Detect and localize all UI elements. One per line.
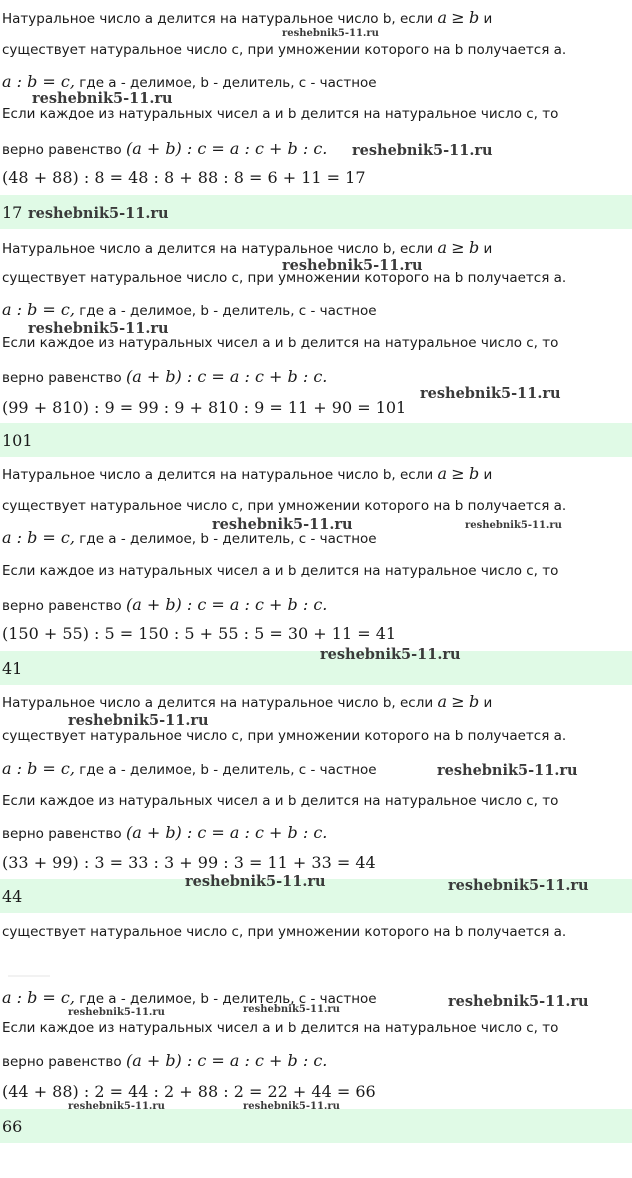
definition-formula: a : b = c, — [2, 300, 75, 319]
rule-var-b: b — [468, 692, 480, 711]
rule-var-a: a — [437, 692, 447, 711]
watermark: reshebnik5-11.ru — [282, 257, 423, 274]
definition-text: где а - делимое, b - делитель, c - частное — [79, 531, 377, 547]
rule-line-2: существует натуральное число c, при умножении которого на b получается а. — [2, 924, 567, 940]
sum-rule-formula: (a + b) : c = a : c + b : c. — [125, 595, 328, 614]
answer-box — [0, 423, 632, 457]
faded-divider — [8, 975, 50, 977]
sum-rule-prefix: верно равенство — [2, 370, 122, 386]
watermark: reshebnik5-11.ru — [243, 1004, 340, 1015]
definition-formula: a : b = c, — [2, 72, 75, 91]
sum-rule-formula-line — [2, 139, 327, 158]
rule-ge-sign: ≥ — [451, 692, 465, 711]
rule-and: и — [483, 467, 493, 483]
rule-var-b: b — [468, 464, 480, 483]
watermark: reshebnik5-11.ru — [448, 877, 589, 894]
rule-intro: Натуральное число а делится на натуральное число b, если — [2, 695, 434, 711]
definition-text: где а - делимое, b - делитель, c - частное — [79, 762, 377, 778]
definition-line — [2, 759, 377, 778]
rule-var-a: a — [437, 238, 447, 257]
calculation: (99 + 810) : 9 = 99 : 9 + 810 : 9 = 11 + 90 = 101 — [2, 398, 407, 417]
rule-var-a: a — [437, 8, 447, 27]
answer-value: 17 — [2, 203, 23, 222]
rule-intro: Натуральное число а делится на натуральное число b, если — [2, 467, 434, 483]
rule-line-1 — [2, 692, 492, 711]
definition-text: где а - делимое, b - делитель, c - частное — [79, 75, 377, 91]
definition-line — [2, 72, 377, 91]
sum-rule-formula-line — [2, 367, 327, 386]
calculation: (33 + 99) : 3 = 33 : 3 + 99 : 3 = 11 + 33 = 44 — [2, 853, 376, 872]
rule-intro: Натуральное число а делится на натуральное число b, если — [2, 11, 434, 27]
calculation: (48 + 88) : 8 = 48 : 8 + 88 : 8 = 6 + 11 = 17 — [2, 168, 366, 187]
watermark: reshebnik5-11.ru — [282, 28, 379, 39]
watermark: reshebnik5-11.ru — [68, 1101, 165, 1112]
rule-var-b: b — [468, 238, 480, 257]
rule-line-2: существует натуральное число c, при умножении которого на b получается а. — [2, 270, 567, 286]
rule-and: и — [483, 11, 493, 27]
rule-ge-sign: ≥ — [451, 464, 465, 483]
watermark: reshebnik5-11.ru — [28, 205, 169, 222]
sum-rule-formula: (a + b) : c = a : c + b : c. — [125, 1051, 328, 1070]
sum-rule-line: Если каждое из натуральных чисел a и b делится на натуральное число c, то — [2, 1020, 559, 1036]
watermark: reshebnik5-11.ru — [68, 712, 209, 729]
watermark: reshebnik5-11.ru — [28, 320, 169, 337]
rule-intro: Натуральное число а делится на натуральное число b, если — [2, 241, 434, 257]
sum-rule-prefix: верно равенство — [2, 826, 122, 842]
definition-text: где а - делимое, b - делитель, c - частное — [79, 303, 377, 319]
watermark: reshebnik5-11.ru — [437, 762, 578, 779]
watermark: reshebnik5-11.ru — [68, 1007, 165, 1018]
watermark: reshebnik5-11.ru — [448, 993, 589, 1010]
definition-formula: a : b = c, — [2, 528, 75, 547]
sum-rule-formula-line — [2, 1051, 327, 1070]
answer-value: 66 — [2, 1117, 23, 1136]
definition-formula: a : b = c, — [2, 759, 75, 778]
rule-var-a: a — [437, 464, 447, 483]
answer-value: 101 — [2, 431, 33, 450]
watermark: reshebnik5-11.ru — [32, 90, 173, 107]
rule-var-b: b — [468, 8, 480, 27]
watermark: reshebnik5-11.ru — [420, 385, 561, 402]
rule-ge-sign: ≥ — [451, 8, 465, 27]
watermark: reshebnik5-11.ru — [320, 646, 461, 663]
definition-text: где а - делимое, b - делитель, c - частное — [79, 991, 377, 1007]
rule-line-2: существует натуральное число c, при умножении которого на b получается а. — [2, 498, 567, 514]
calculation: (44 + 88) : 2 = 44 : 2 + 88 : 2 = 22 + 44 = 66 — [2, 1082, 376, 1101]
rule-line-1 — [2, 464, 492, 483]
answer-box — [0, 651, 632, 685]
sum-rule-formula: (a + b) : c = a : c + b : c. — [125, 367, 328, 386]
sum-rule-formula: (a + b) : c = a : c + b : c. — [125, 139, 328, 158]
rule-ge-sign: ≥ — [451, 238, 465, 257]
watermark: reshebnik5-11.ru — [352, 142, 493, 159]
definition-formula: a : b = c, — [2, 988, 75, 1007]
answer-box — [0, 1109, 632, 1143]
definition-line — [2, 300, 377, 319]
sum-rule-prefix: верно равенство — [2, 142, 122, 158]
calculation: (150 + 55) : 5 = 150 : 5 + 55 : 5 = 30 + 11 = 41 — [2, 624, 397, 643]
sum-rule-formula: (a + b) : c = a : c + b : c. — [125, 823, 328, 842]
watermark: reshebnik5-11.ru — [465, 520, 562, 531]
rule-line-2: существует натуральное число c, при умножении которого на b получается а. — [2, 728, 567, 744]
watermark: reshebnik5-11.ru — [212, 516, 353, 533]
sum-rule-formula-line — [2, 823, 327, 842]
answer-value: 44 — [2, 887, 23, 906]
sum-rule-prefix: верно равенство — [2, 1054, 122, 1070]
watermark: reshebnik5-11.ru — [185, 873, 326, 890]
rule-and: и — [483, 241, 493, 257]
rule-line-2: существует натуральное число c, при умножении которого на b получается а. — [2, 42, 567, 58]
watermark: reshebnik5-11.ru — [243, 1101, 340, 1112]
sum-rule-prefix: верно равенство — [2, 598, 122, 614]
sum-rule-line: Если каждое из натуральных чисел a и b делится на натуральное число c, то — [2, 563, 559, 579]
rule-line-1 — [2, 238, 492, 257]
sum-rule-line: Если каждое из натуральных чисел a и b делится на натуральное число c, то — [2, 335, 559, 351]
sum-rule-line: Если каждое из натуральных чисел a и b делится на натуральное число c, то — [2, 793, 559, 809]
rule-line-1 — [2, 8, 492, 27]
sum-rule-line: Если каждое из натуральных чисел a и b делится на натуральное число c, то — [2, 106, 559, 122]
answer-value: 41 — [2, 659, 23, 678]
rule-and: и — [483, 695, 493, 711]
sum-rule-formula-line — [2, 595, 327, 614]
